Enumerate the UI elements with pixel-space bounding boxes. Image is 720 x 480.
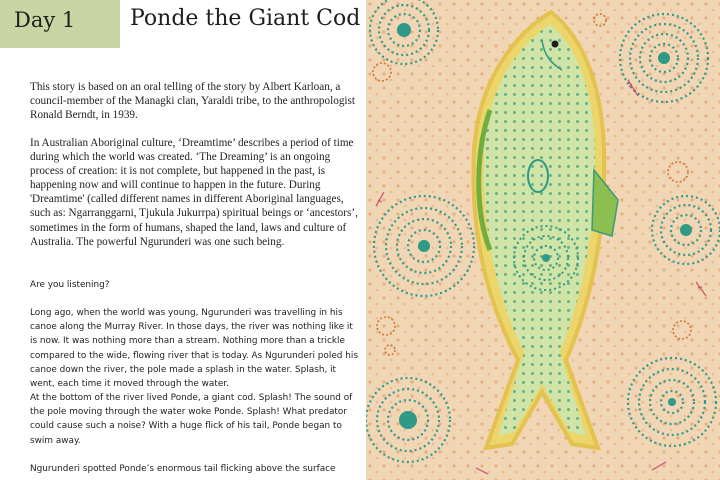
story-paragraph-3: At the bottom of the river lived Ponde, a giant cod. Splash! The sound of the pole moving through the water woke Ponde. Splash! What predator could cause such a noise? With a huge flick of his tail, Ponde began to swim away. [30, 393, 353, 446]
fish-eye [552, 41, 559, 48]
fish-illustration [366, 0, 720, 480]
page-title: Ponde the Giant Cod [130, 6, 361, 31]
day-label: Day 1 [14, 8, 76, 32]
illustration-panel [366, 0, 720, 480]
story-paragraph-4: Ngurunderi spotted Ponde’s enormous tail flicking above the surface [30, 464, 336, 474]
day-tab [0, 0, 120, 48]
story-paragraph-1: Are you listening? [30, 280, 110, 290]
intro-paragraph-2: In Australian Aboriginal culture, ‘Dreamtime’ describes a period of time during which the world was created. ‘The Dreaming’ is an ongoing process of creation: it is not complete, but happened in the past, is happening now and will continue to happen in the future. During 'Dreamtime' (called different names in different Aboriginal languages, such as: Ngarranggarni, Tjukula Jukurrpa) spiritual beings or ‘ancestors’, sometimes in the form of humans, shaped the land, laws and culture of Australia. The powerful Ngurunderi was one such being. [30, 137, 358, 248]
intro-paragraph-1: This story is based on an oral telling of the story by Albert Karloan, a council-member of the Managki clan, Yaraldi tribe, to the anthropologist Ronald Berndt, in 1939. [30, 81, 355, 122]
story-paragraph-2: Long ago, when the world was young, Ngurunderi was travelling in his canoe along the Murray River. In those days, the river was nothing like it is now. It was nothing more than a stream. Nothing more than a trickle compared to the wide, flowing river that is today. As Ngurunderi poled his canoe down the river, the pole made a splash in the water. Splash, it went, each time it moved through the water. [30, 308, 358, 390]
